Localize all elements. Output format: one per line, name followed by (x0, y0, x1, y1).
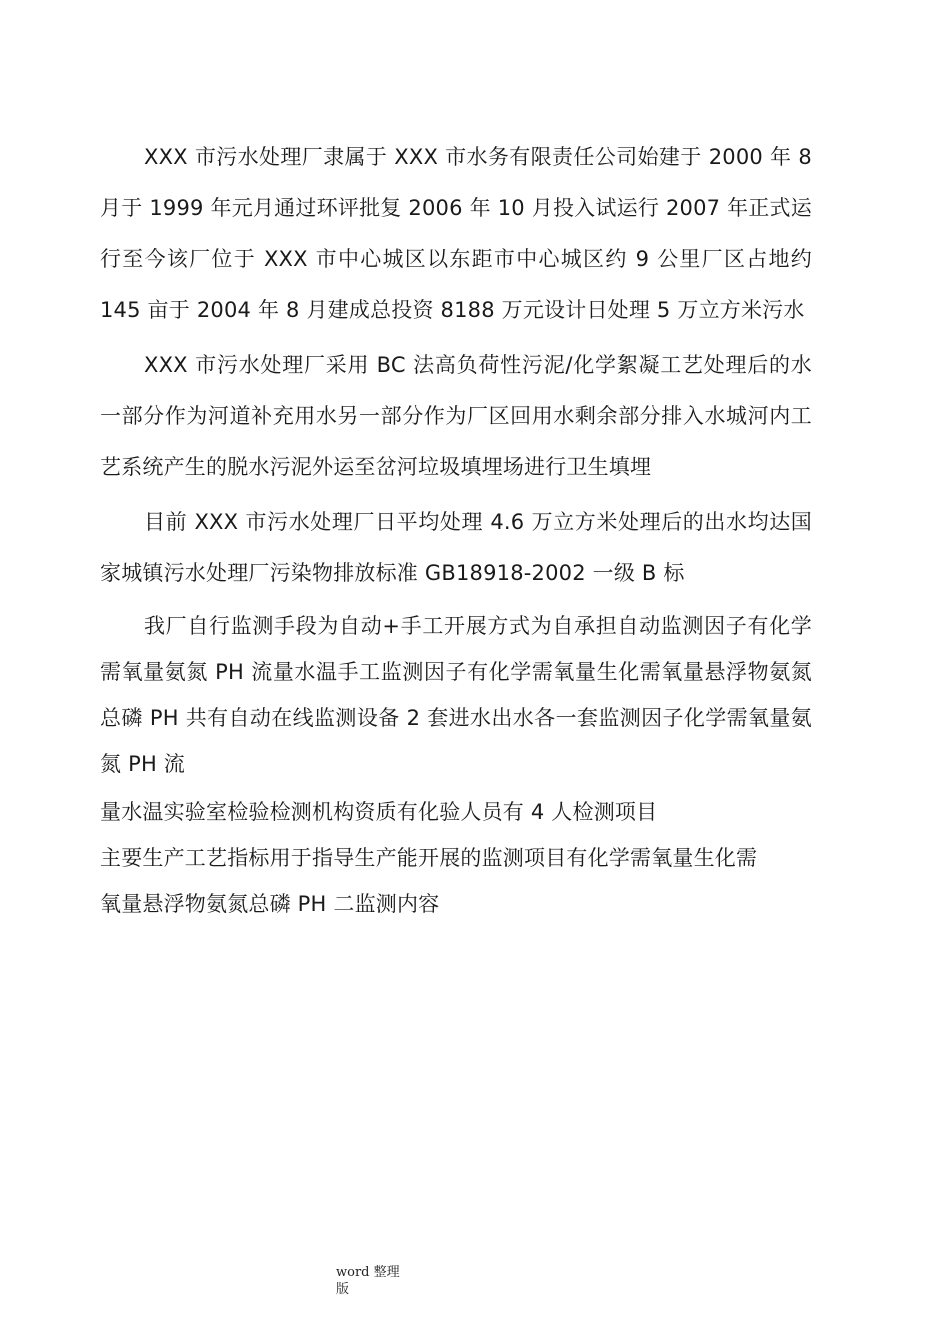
paragraph-current-status: 目前 XXX 市污水处理厂日平均处理 4.6 万立方米处理后的出水均达国家城镇污水处理厂污染物排放标准 GB18918-2002 一级 B 标 (100, 510, 812, 585)
paragraph-process: XXX 市污水处理厂采用 BC 法高负荷性污泥/化学絮凝工艺处理后的水一部分作为河道补充用水另一部分作为厂区回用水剩余部分排入水城河内工艺系统产生的脱水污泥外运至岔河垃圾填埋场进行卫生填埋 (100, 353, 812, 479)
page-footer: word 整理版 (336, 1265, 400, 1297)
text-line-lab: 量水温实验室检验检测机构资质有化验人员有 4 人检测项目 (100, 800, 658, 824)
paragraph-plant-overview: XXX 市污水处理厂隶属于 XXX 市水务有限责任公司始建于 2000 年 8 月于 1999 年元月通过环评批复 2006 年 10 月投入试运行 2007 年正式运行至今该厂位于 XXX 市中心城区以东距市中心城区约 9 公里厂区占地约 145 亩于 2004 年 8 月建成总投资 8188 万元设计日处理 5 万立方米污水 (100, 145, 812, 322)
text-line-monitoring-content: 氧量悬浮物氨氮总磷 PH 二监测内容 (100, 892, 440, 916)
text-line-indicators: 主要生产工艺指标用于指导生产能开展的监测项目有化学需氧量生化需 (100, 846, 758, 870)
paragraph-monitoring: 我厂自行监测手段为自动+手工开展方式为自承担自动监测因子有化学需氧量氨氮 PH 流量水温手工监测因子有化学需氧量生化需氧量悬浮物氨氮总磷 PH 共有自动在线监测设备 2 套进水出水各一套监测因子化学需氧量氨氮 PH 流 (100, 614, 812, 776)
document-body (100, 132, 812, 927)
